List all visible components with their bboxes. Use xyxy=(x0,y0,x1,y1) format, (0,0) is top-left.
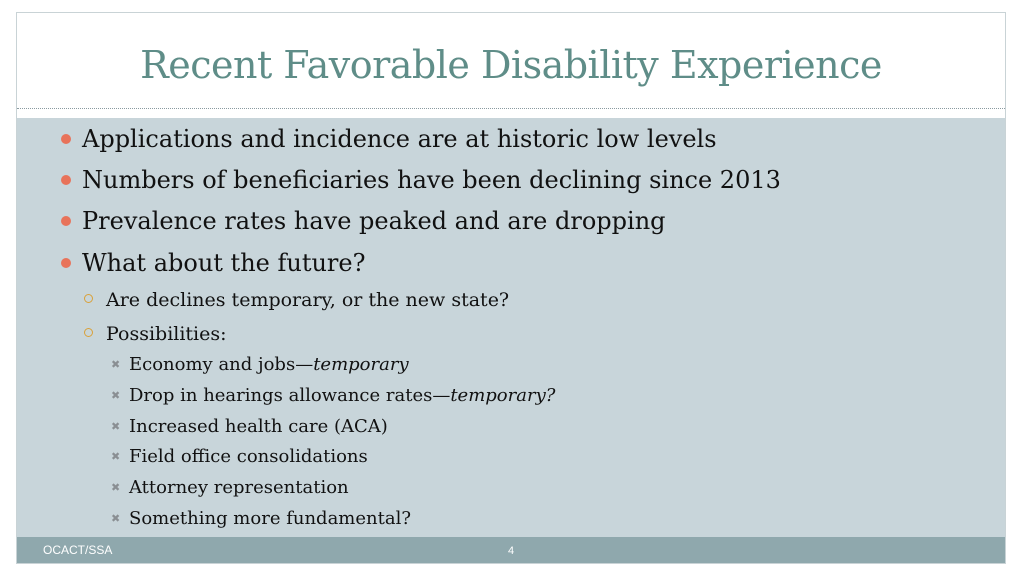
x-mark-bullet-icon: ✖ xyxy=(111,358,121,371)
hollow-circle-bullet-icon xyxy=(84,328,93,337)
bullet-text: What about the future? xyxy=(82,249,366,277)
slide-title: Recent Favorable Disability Experience xyxy=(140,43,882,87)
possibility-text: Attorney representation xyxy=(129,477,349,498)
x-mark-bullet-icon: ✖ xyxy=(111,420,121,433)
possibility-text: Economy and jobs—temporary xyxy=(129,354,409,375)
sub-bullet-text: Possibilities: xyxy=(106,323,227,345)
page-number: 4 xyxy=(508,545,515,557)
x-mark-bullet-icon: ✖ xyxy=(111,481,121,494)
possibility-text: Drop in hearings allowance rates—temporary? xyxy=(129,385,556,406)
possibility-text: Something more fundamental? xyxy=(129,508,411,529)
x-mark-bullet-icon: ✖ xyxy=(111,450,121,463)
bullet-text: Numbers of beneficiaries have been declining since 2013 xyxy=(82,166,781,194)
footer-bar xyxy=(17,537,1005,564)
hollow-circle-bullet-icon xyxy=(84,294,93,303)
slide xyxy=(16,12,1006,564)
filled-circle-bullet-icon xyxy=(61,258,71,268)
filled-circle-bullet-icon xyxy=(61,134,71,144)
bullet-text: Prevalence rates have peaked and are dropping xyxy=(82,207,666,235)
filled-circle-bullet-icon xyxy=(61,216,71,226)
content-area xyxy=(17,118,1005,537)
bullet-text: Applications and incidence are at historic low levels xyxy=(82,125,717,153)
x-mark-bullet-icon: ✖ xyxy=(111,512,121,525)
x-mark-bullet-icon: ✖ xyxy=(111,389,121,402)
possibility-text: Field office consolidations xyxy=(129,446,368,467)
footer-label: OCACT/SSA xyxy=(43,543,113,557)
sub-bullet-text: Are declines temporary, or the new state? xyxy=(106,289,510,311)
possibility-emphasis: temporary xyxy=(313,354,409,375)
title-divider xyxy=(17,108,1005,109)
possibility-text: Increased health care (ACA) xyxy=(129,416,388,437)
possibility-emphasis: temporary? xyxy=(450,385,556,406)
title-area xyxy=(17,13,1005,108)
filled-circle-bullet-icon xyxy=(61,175,71,185)
